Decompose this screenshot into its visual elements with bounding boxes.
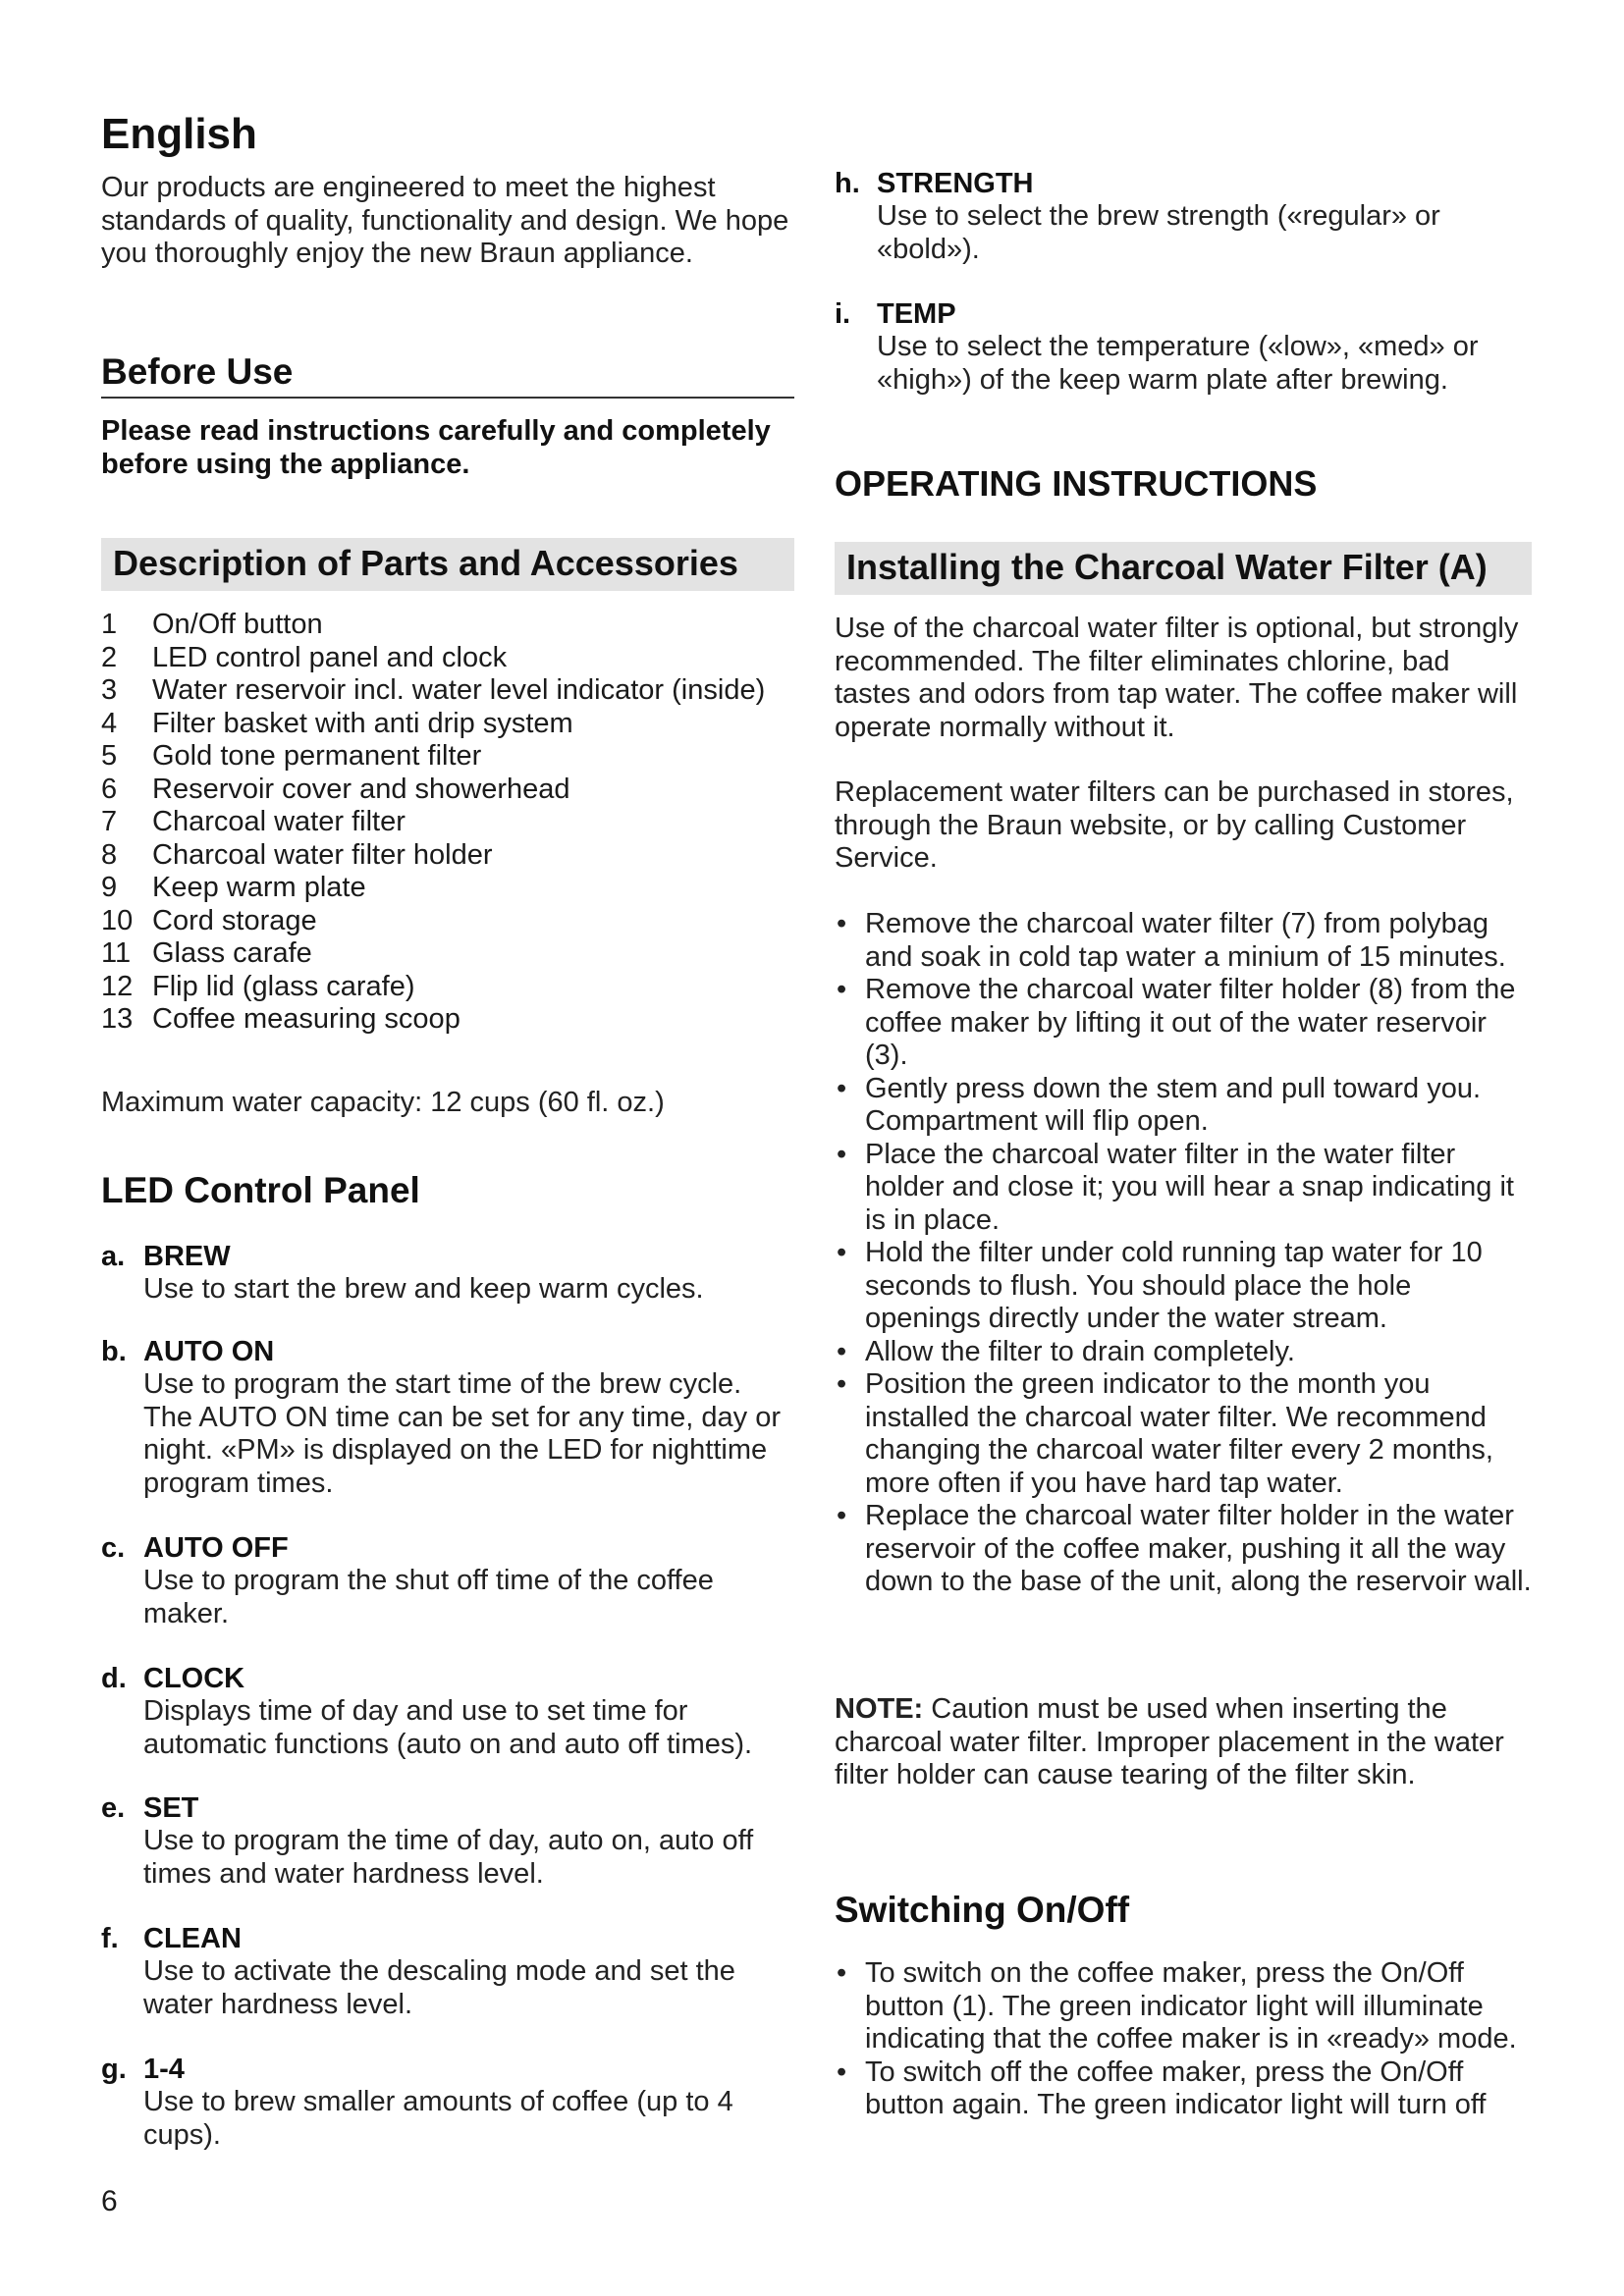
control-item: [101, 2053, 794, 2152]
part-label: Flip lid (glass carafe): [152, 970, 415, 1002]
part-number: 9: [101, 872, 118, 903]
control-name: 1-4: [143, 2054, 185, 2085]
part-number: 8: [101, 838, 118, 871]
parts-list-item: [101, 1003, 794, 1037]
parts-list-item: [101, 609, 794, 642]
part-label: Reservoir cover and showerhead: [152, 773, 570, 805]
control-item-heading: [101, 1240, 794, 1273]
control-item-heading: [101, 1662, 794, 1695]
parts-list-item: [101, 674, 794, 708]
filter-heading: Installing the Charcoal Water Filter (A): [835, 542, 1532, 595]
part-label: Charcoal water filter holder: [152, 838, 493, 871]
control-name: AUTO ON: [143, 1336, 275, 1367]
part-label: Gold tone permanent filter: [152, 740, 482, 772]
operating-instructions-heading: OPERATING INSTRUCTIONS: [835, 463, 1318, 504]
parts-list: [101, 609, 794, 1037]
control-description: Displays time of day and use to set time for automatic functions (auto on and auto off times).: [143, 1695, 753, 1760]
parts-list-item: [101, 740, 794, 774]
parts-heading: Description of Parts and Accessories: [101, 538, 794, 591]
led-heading: LED Control Panel: [101, 1170, 420, 1210]
control-letter: g.: [101, 2054, 127, 2085]
bullet-item: • To switch off the coffee maker, press the On/Off button again. The green indicator light will turn off: [835, 2056, 1532, 2122]
parts-list-item: [101, 708, 794, 741]
control-description: Use to program the time of day, auto on, auto off times and water hardness level.: [143, 1825, 754, 1890]
control-name: BREW: [143, 1241, 231, 1272]
control-description: Use to select the temperature («low», «med» or «high») of the keep warm plate after brewing.: [877, 331, 1479, 396]
control-description: Use to start the brew and keep warm cycles.: [143, 1273, 704, 1305]
part-label: Glass carafe: [152, 937, 312, 969]
control-name: CLEAN: [143, 1923, 242, 1954]
part-label: On/Off button: [152, 609, 323, 640]
note-text: Caution must be used when inserting the charcoal water filter. Improper placement in the water filter holder can cause tearing of the filter skin.: [835, 1693, 1504, 1790]
control-item: [101, 1922, 794, 2021]
part-number: 12: [101, 970, 134, 1002]
parts-list-item: [101, 905, 794, 938]
control-name: STRENGTH: [877, 168, 1034, 199]
control-letter: a.: [101, 1241, 126, 1272]
control-item: [101, 1662, 794, 1761]
control-description: Use to program the shut off time of the coffee maker.: [143, 1565, 714, 1629]
part-number: 4: [101, 707, 118, 739]
bullet-item: • Remove the charcoal water filter (7) from polybag and soak in cold tap water a minium of 15 minutes.: [835, 908, 1532, 974]
control-name: TEMP: [877, 298, 956, 330]
control-letter: f.: [101, 1923, 119, 1954]
part-label: Charcoal water filter: [152, 806, 406, 837]
bullet-item: • Allow the filter to drain completely.: [835, 1336, 1532, 1369]
part-number: 11: [101, 937, 132, 969]
control-description: Use to select the brew strength («regular» or «bold»).: [877, 200, 1440, 265]
control-letter: d.: [101, 1663, 127, 1694]
control-item-heading: [101, 1922, 794, 1955]
control-item: [101, 1335, 794, 1500]
bullet-item: • To switch on the coffee maker, press the On/Off button (1). The green indicator light will illuminate indicating that the coffee maker is in «ready» mode.: [835, 1957, 1532, 2056]
parts-list-item: [101, 839, 794, 873]
control-item: [835, 297, 1532, 397]
switching-steps-list: [835, 1957, 1532, 2122]
bullet-item: • Remove the charcoal water filter holder (8) from the coffee maker by lifting it out of the water reservoir (3).: [835, 974, 1532, 1073]
control-item: [101, 1240, 794, 1307]
parts-list-item: [101, 774, 794, 807]
filter-para-1: Use of the charcoal water filter is optional, but strongly recommended. The filter eliminates chlorine, bad tastes and odors from tap water. The coffee maker will operate normally without it.: [835, 613, 1519, 743]
part-label: Cord storage: [152, 904, 317, 936]
part-label: Coffee measuring scoop: [152, 1003, 460, 1035]
bullet-item: • Place the charcoal water filter in the water filter holder and close it; you will hear a snap indicating it is in place.: [835, 1139, 1532, 1238]
bullet-item: • Hold the filter under cold running tap water for 10 seconds to flush. You should place the hole openings directly under the water stream.: [835, 1237, 1532, 1336]
bullet-item: • Position the green indicator to the month you installed the charcoal water filter. We recommend changing the charcoal water filter every 2 months, more often if you have hard tap water.: [835, 1368, 1532, 1500]
control-name: CLOCK: [143, 1663, 245, 1694]
control-name: SET: [143, 1792, 199, 1824]
switching-heading: Switching On/Off: [835, 1890, 1130, 1930]
before-use-heading: Before Use: [101, 351, 794, 399]
part-number: 10: [101, 904, 134, 936]
language-title: English: [101, 110, 257, 158]
part-number: 7: [101, 806, 118, 837]
part-number: 6: [101, 773, 118, 805]
control-name: AUTO OFF: [143, 1532, 289, 1564]
filter-steps-list: [835, 908, 1532, 1599]
control-item: [835, 167, 1532, 266]
control-item: [101, 1791, 794, 1891]
part-number: 3: [101, 674, 118, 706]
before-use-warning: Please read instructions carefully and completely before using the appliance.: [101, 415, 771, 480]
part-label: Water reservoir incl. water level indicator (inside): [152, 674, 766, 706]
parts-list-item: [101, 971, 794, 1004]
control-letter: i.: [835, 298, 851, 330]
control-description: Use to program the start time of the brew cycle. The AUTO ON time can be set for any time, day or night. «PM» is displayed on the LED for nighttime program times.: [143, 1368, 782, 1499]
parts-list-item: [101, 806, 794, 839]
parts-list-item: [101, 937, 794, 971]
part-number: 5: [101, 740, 118, 772]
page-number: 6: [101, 2185, 118, 2217]
filter-para-2: Replacement water filters can be purchased in stores, through the Braun website, or by calling Customer Service.: [835, 776, 1514, 874]
control-item-heading: [101, 1791, 794, 1825]
control-description: Use to brew smaller amounts of coffee (up to 4 cups).: [143, 2086, 733, 2151]
parts-list-item: [101, 642, 794, 675]
control-item-heading: [101, 1335, 794, 1368]
part-label: LED control panel and clock: [152, 641, 508, 673]
part-number: 13: [101, 1003, 134, 1035]
control-item: [101, 1531, 794, 1630]
intro-paragraph: Our products are engineered to meet the highest standards of quality, functionality and design. We hope you thoroughly enjoy the new Braun appliance.: [101, 172, 789, 269]
control-description: Use to activate the descaling mode and set the water hardness level.: [143, 1955, 735, 2020]
part-label: Filter basket with anti drip system: [152, 707, 573, 739]
bullet-item: • Replace the charcoal water filter holder in the water reservoir of the coffee maker, pushing it all the way down to the base of the unit, along the reservoir wall.: [835, 1500, 1532, 1599]
bullet-item: • Gently press down the stem and pull toward you. Compartment will flip open.: [835, 1073, 1532, 1139]
capacity-note: Maximum water capacity: 12 cups (60 fl. oz.): [101, 1087, 665, 1118]
note-label: NOTE:: [835, 1693, 924, 1725]
part-number: 1: [101, 609, 118, 640]
control-letter: c.: [101, 1532, 126, 1564]
control-item-heading: [101, 1531, 794, 1565]
control-letter: h.: [835, 168, 860, 199]
note-paragraph: [835, 1693, 1532, 1792]
control-letter: e.: [101, 1792, 126, 1824]
part-number: 2: [101, 641, 118, 673]
control-item-heading: [835, 167, 1532, 200]
parts-list-item: [101, 872, 794, 905]
control-item-heading: [101, 2053, 794, 2086]
control-letter: b.: [101, 1336, 127, 1367]
part-label: Keep warm plate: [152, 872, 366, 903]
control-item-heading: [835, 297, 1532, 331]
